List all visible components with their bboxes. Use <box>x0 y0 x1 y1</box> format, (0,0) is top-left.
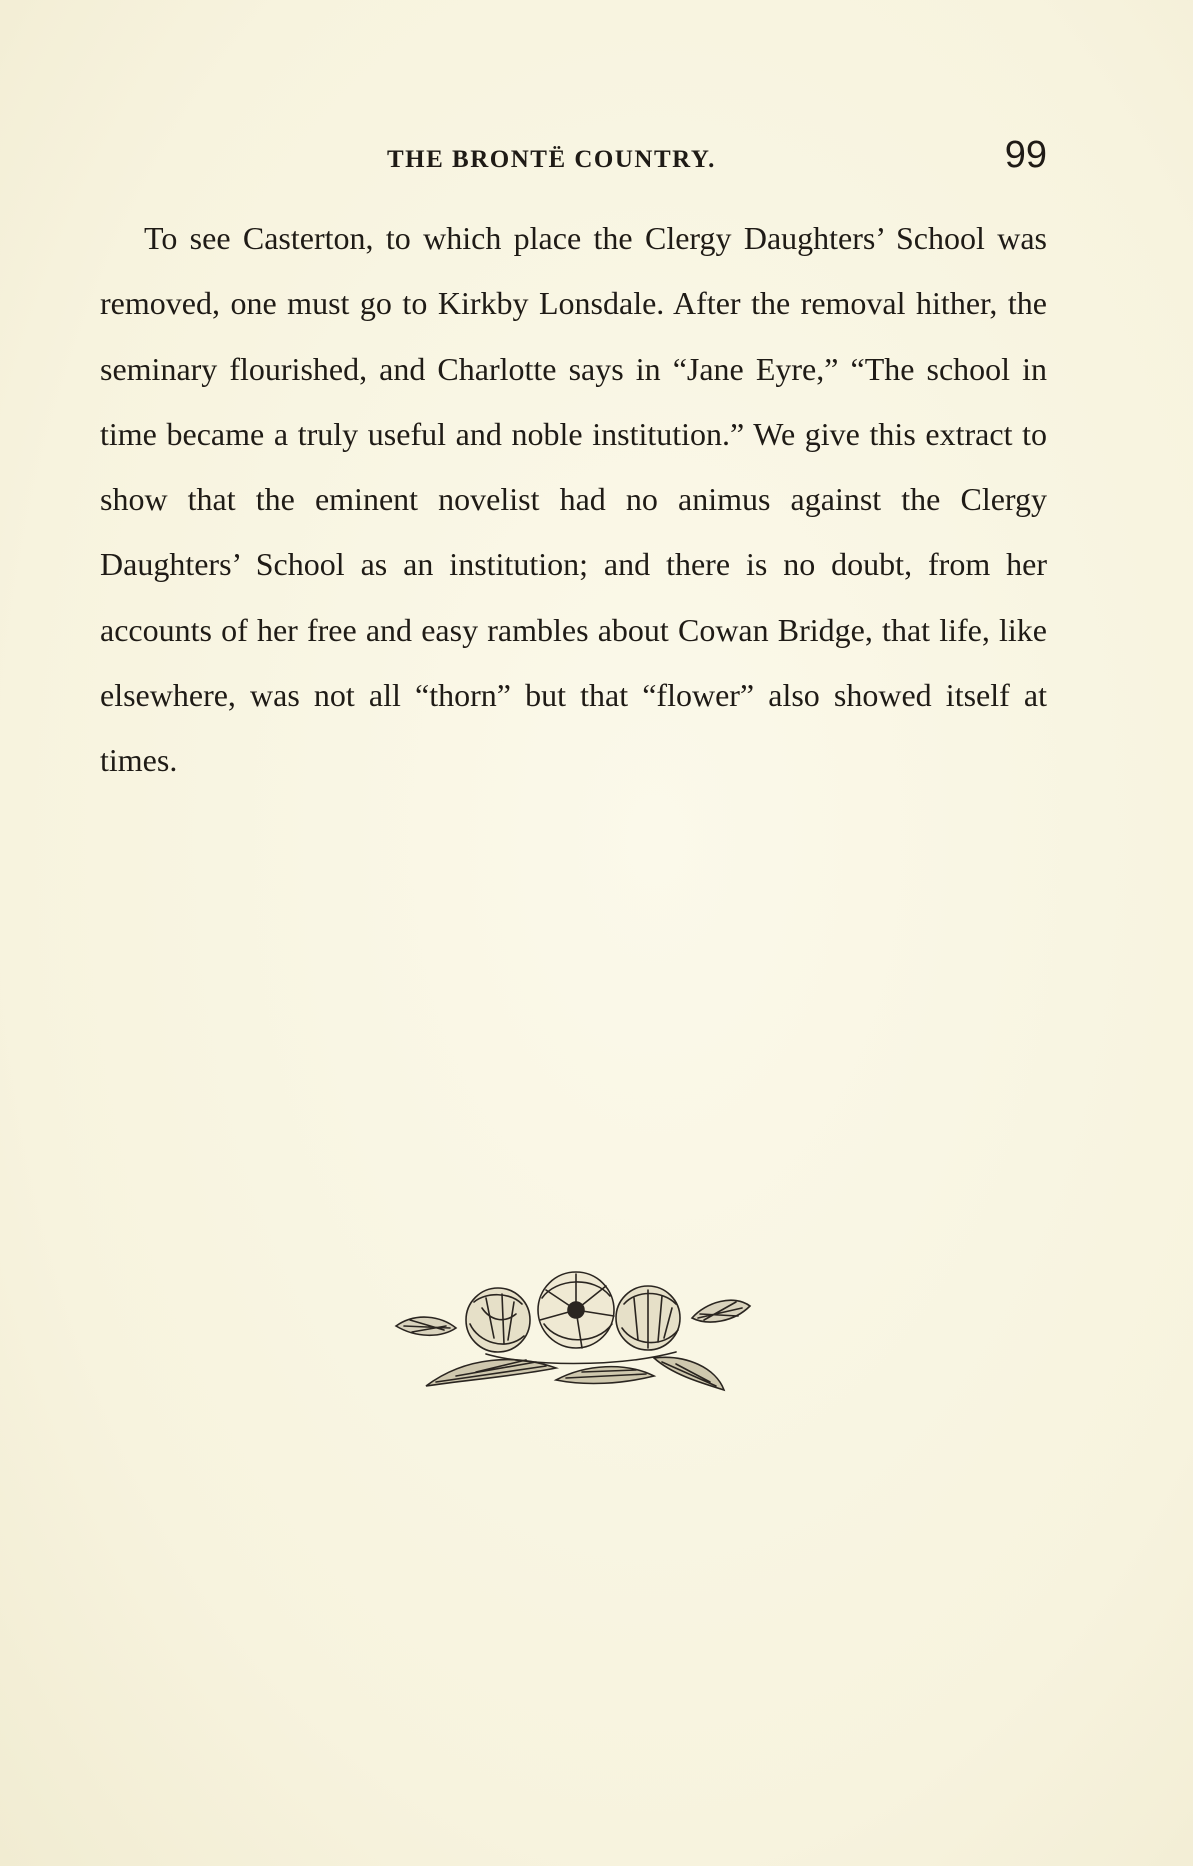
floral-tailpiece-icon <box>386 1268 760 1393</box>
body-paragraph: To see Casterton, to which place the Clergy Daughters’ School was removed, one must go to Kirkby Lonsdale. After the removal hither, the seminary flourished, and Charlotte says in “Jane Eyre,” “The school in time became a truly useful and noble institution.” We give this extract to show that the eminent novelist had no animus against the Clergy Daughters’ School as an institution; and there is no doubt, from her accounts of her free and easy rambles about Cowan Bridge, that life, like elsewhere, was not all “thorn” but that “flower” also showed itself at times. <box>100 220 1047 779</box>
running-title: THE BRONTË COUNTRY. <box>387 146 716 173</box>
page-number: 99 <box>1004 134 1047 176</box>
running-head <box>100 134 1047 184</box>
